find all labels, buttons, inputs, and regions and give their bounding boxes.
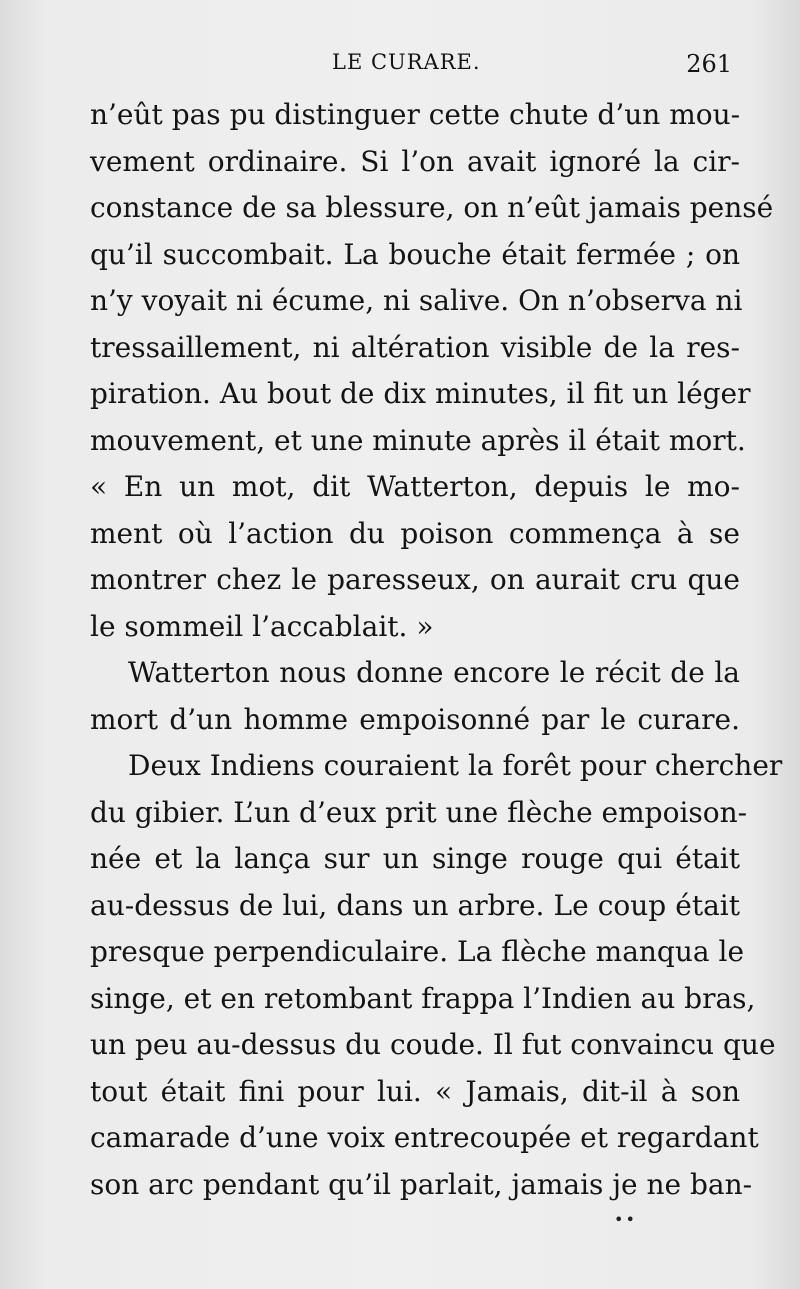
- text-line: montrer chez le paresseux, on aurait cru que: [90, 563, 740, 596]
- text-line: son arc pendant qu’il parlait, jamais je ne ban-: [90, 1167, 753, 1201]
- text-line: n’eût pas pu distinguer cette chute d’un mou-: [90, 98, 741, 131]
- text-line: ment où l’action du poison commença à se: [90, 516, 740, 550]
- text-line: au-dessus de lui, dans un arbre. Le coup était: [90, 888, 740, 922]
- text-line: le sommeil l’accablait. »: [90, 609, 434, 643]
- text-line: presque perpendiculaire. La flèche manqua le: [90, 935, 745, 968]
- text-line: Deux Indiens couraient la forêt pour chercher: [128, 749, 783, 782]
- text-line: un peu au-dessus du coude. Il fut convaincu que: [90, 1028, 776, 1061]
- text-line: constance de sa blessure, on n’eût jamais pensé: [90, 191, 774, 224]
- page-header: [90, 50, 740, 84]
- text-line: singe, et en retombant frappa l’Indien au bras,: [90, 981, 756, 1015]
- text-line: vement ordinaire. Si l’on avait ignoré la cir-: [90, 144, 740, 178]
- text-line: piration. Au bout de dix minutes, il fit un léger: [90, 377, 751, 410]
- text-line: mouvement, et une minute après il était mort.: [90, 423, 746, 457]
- body-text: [90, 92, 783, 1208]
- page-number: 261: [686, 50, 732, 78]
- running-title: LE CURARE.: [332, 50, 481, 74]
- text-line: tout était fini pour lui. « Jamais, dit-il à son: [90, 1074, 740, 1108]
- text-line: camarade d’une voix entrecoupée et regardant: [90, 1121, 759, 1154]
- text-line: du gibier. L’un d’eux prit une flèche empoison-: [90, 795, 748, 829]
- text-line: « En un mot, dit Watterton, depuis le mo-: [90, 470, 740, 503]
- text-line: n’y voyait ni écume, ni salive. On n’observa ni: [90, 284, 743, 317]
- text-line: qu’il succombait. La bouche était fermée ; on: [90, 237, 740, 271]
- text-line: tressaillement, ni altération visible de la res-: [90, 330, 740, 364]
- text-line: mort d’un homme empoisonné par le curare.: [90, 702, 740, 736]
- text-line: Watterton nous donne encore le récit de la: [128, 656, 740, 689]
- signature-mark: ••: [614, 1210, 637, 1229]
- text-line: née et la lança sur un singe rouge qui était: [90, 842, 740, 875]
